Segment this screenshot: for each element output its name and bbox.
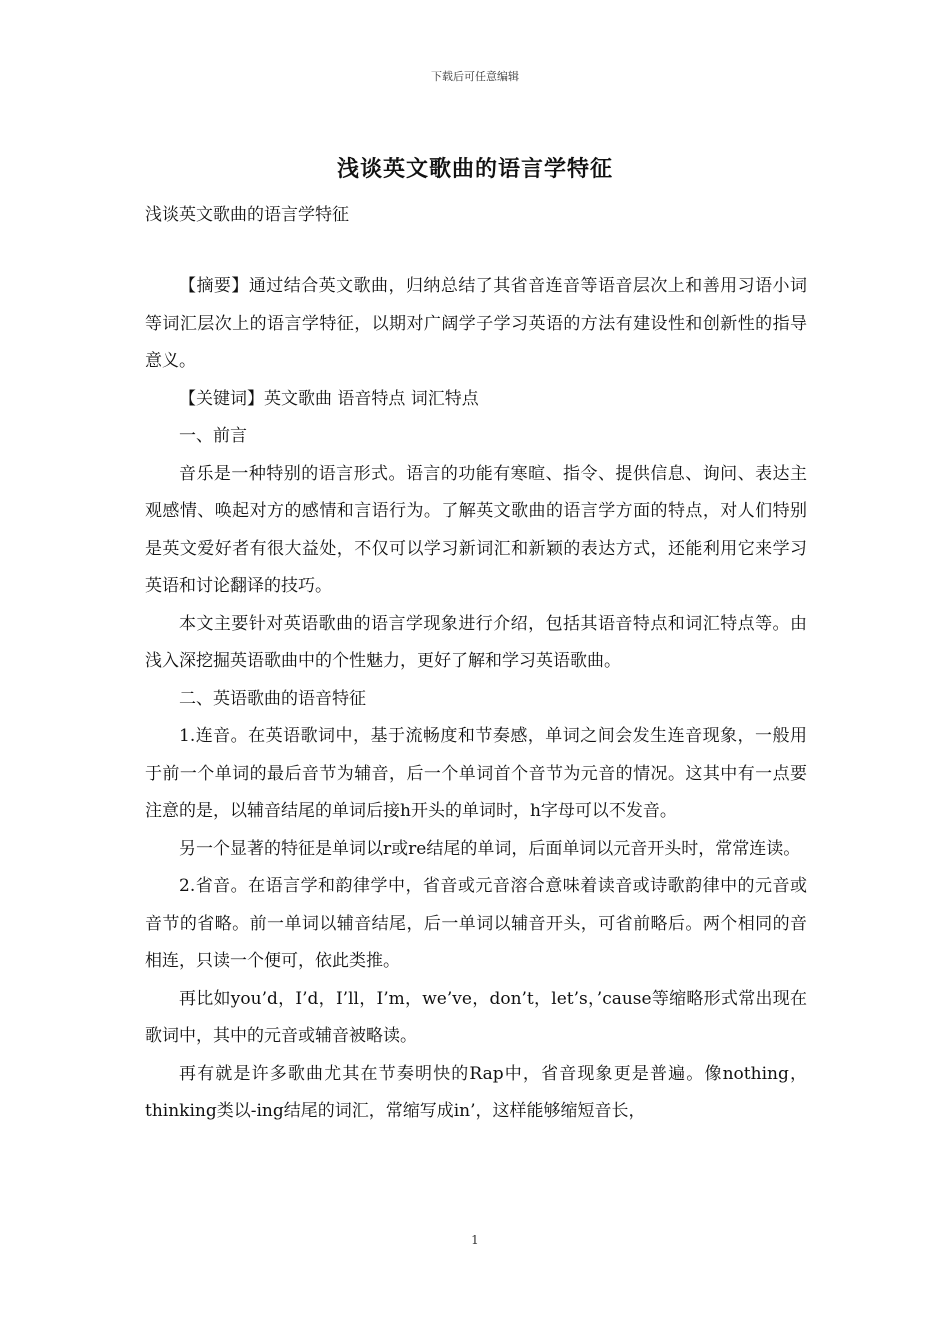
document-body: [145, 268, 807, 1131]
keywords-paragraph: 【关键词】英文歌曲 语音特点 词汇特点: [179, 388, 479, 409]
body-paragraph: 再比如you’d，I’d，I’ll，I’m，we’ve，don’t，let’s，’cause等缩略形式常出现在歌词中，其中的元音或辅音被略读。: [145, 988, 807, 1046]
body-paragraph: 音乐是一种特别的语言形式。语言的功能有寒暄、指令、提供信息、询问、表达主观感情、唤起对方的感情和言语行为。了解英文歌曲的语言学方面的特点，对人们特别是英文爱好者有很大益处，不仅可以学习新词汇和新颖的表达方式，还能利用它来学习英语和讨论翻译的技巧。: [145, 463, 807, 596]
page-number: 1: [471, 1233, 479, 1247]
body-paragraph: 再有就是许多歌曲尤其在节奏明快的Rap中，省音现象更是普遍。像nothing，thinking类以-ing结尾的词汇，常缩写成in’，这样能够缩短音长，: [145, 1063, 807, 1121]
body-paragraph: 本文主要针对英语歌曲的语言学现象进行介绍，包括其语音特点和词汇特点等。由浅入深挖掘英语歌曲中的个性魅力，更好了解和学习英语歌曲。: [145, 613, 807, 671]
abstract-paragraph: 【摘要】通过结合英文歌曲，归纳总结了其省音连音等语音层次上和善用习语小词等词汇层次上的语言学特征，以期对广阔学子学习英语的方法有建设性和创新性的指导意义。: [145, 276, 807, 371]
document-title: 浅谈英文歌曲的语言学特征: [336, 156, 613, 182]
section-heading-preface: 一、前言: [179, 426, 247, 446]
body-paragraph: 1.连音。在英语歌词中，基于流畅度和节奏感，单词之间会发生连音现象，一般用于前一个单词的最后音节为辅音，后一个单词首个音节为元音的情况。这其中有一点要注意的是，以辅音结尾的单词后接h开头的单词时，h字母可以不发音。: [145, 726, 807, 821]
document-subtitle: 浅谈英文歌曲的语言学特征: [145, 205, 349, 225]
body-paragraph: 2.省音。在语言学和韵律学中，省音或元音溶合意味着读音或诗歌韵律中的元音或音节的省略。前一单词以辅音结尾，后一单词以辅音开头，可省前略后。两个相同的音相连，只读一个便可，依此类推。: [145, 876, 807, 971]
body-paragraph: 另一个显著的特征是单词以r或re结尾的单词，后面单词以元音开头时，常常连读。: [179, 838, 801, 859]
section-heading-phonetics: 二、英语歌曲的语音特征: [179, 688, 366, 709]
page-header-note: 下载后可任意编辑: [431, 70, 519, 83]
